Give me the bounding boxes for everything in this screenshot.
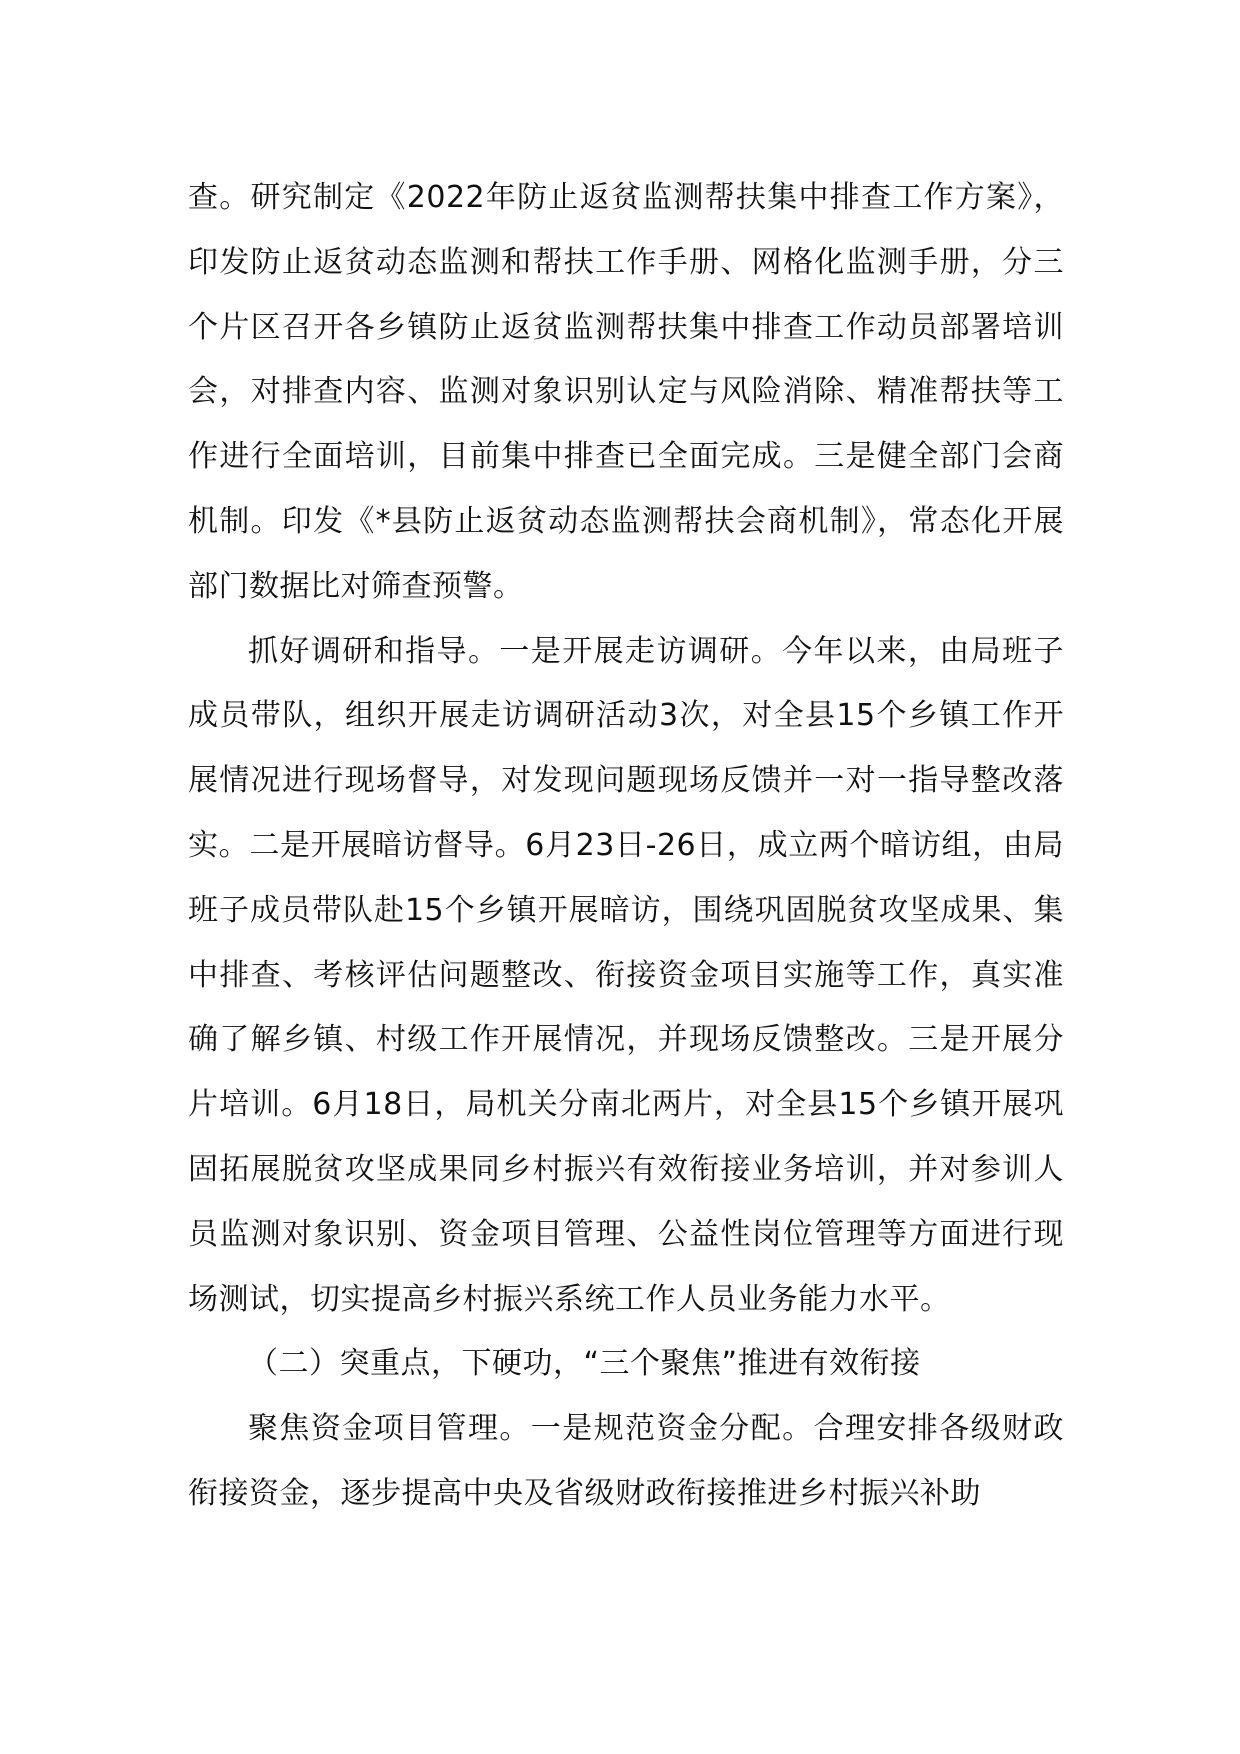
paragraph-fund-project-management: 聚焦资金项目管理。一是规范资金分配。合理安排各级财政衔接资金，逐步提高中央及省级财政衔接推进乡村振兴补助 xyxy=(188,1411,1064,1511)
paragraph-continuation-investigation: 查。研究制定《2022年防止返贫监测帮扶集中排查工作方案》，印发防止返贫动态监测和帮扶工作手册、网格化监测手册，分三个片区召开各乡镇防止返贫监测帮扶集中排查工作动员部署培训会，对排查内容、监测对象识别认定与风险消除、精准帮扶等工作进行全面培训，目前集中排查已全面完成。三是健全部门会商机制。印发《*县防止返贫动态监测帮扶会商机制》，常态化开展部门数据比对筛查预警。 xyxy=(188,180,1064,604)
section-heading-three-focuses: （二）突重点，下硬功，“三个聚焦”推进有效衔接 xyxy=(248,1346,921,1382)
paragraph-research-guidance: 抓好调研和指导。一是开展走访调研。今年以来，由局班子成员带队，组织开展走访调研活动3次，对全县15个乡镇工作开展情况进行现场督导，对发现问题现场反馈并一对一指导整改落实。二是开展暗访督导。6月23日-26日，成立两个暗访组，由局班子成员带队赴15个乡镇开展暗访，围绕巩固脱贫攻坚成果、集中排查、考核评估问题整改、衔接资金项目实施等工作，真实准确了解乡镇、村级工作开展情况，并现场反馈整改。三是开展分片培训。6月18日，局机关分南北两片，对全县15个乡镇开展巩固拓展脱贫攻坚成果同乡村振兴有效衔接业务培训，并对参训人员监测对象识别、资金项目管理、公益性岗位管理等方面进行现场测试，切实提高乡村振兴系统工作人员业务能力水平。 xyxy=(188,633,1064,1317)
document-body xyxy=(188,166,1064,1527)
